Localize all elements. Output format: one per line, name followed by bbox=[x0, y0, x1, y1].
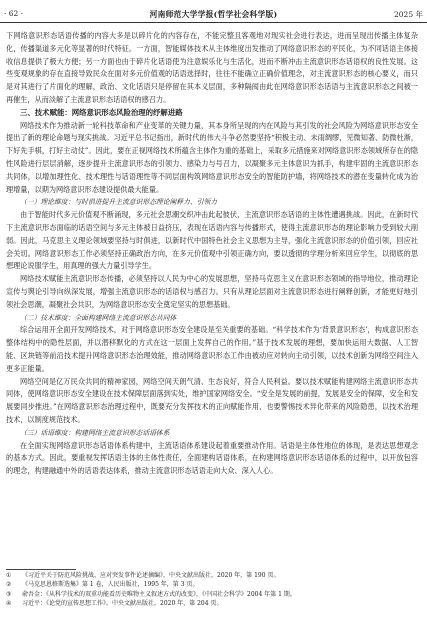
subsection-heading: （三）话语维度：构建网络主流意识形态话语体系 bbox=[20, 428, 170, 437]
footnote bbox=[6, 599, 418, 608]
footnote-rule bbox=[6, 569, 76, 570]
footnote bbox=[6, 580, 418, 589]
paragraph: 在全面实现网络意识形态话语体系构建中，主流话语体系建设起着重要推动作用。话语是主体性地位的体现，是表达思想观念的基本方式。因此，要重视发挥话语主体的主体性责任，全面建构话语体系，在构建网络意识形态话语体系的过程中，以开放包容的理念，构建融通中外的话语表达体系，推动主流意识形态话语走向大众、深入人心。 bbox=[6, 440, 418, 476]
footnote-number: ② bbox=[6, 581, 12, 589]
paragraph: 由于智能时代多元价值观不断涌现，多元社会思潮交织冲击此起彼伏，主流意识形态话语的主体性遭遇挑战。因此，在新时代下主流意识形态面临的话语空间与多元主体被日益挤压，表现在话语内容与传播形式，使得主流意识形态的理论影响力受到较大削弱。因此，马克思主义理论领域要坚持与时俱进，以新时代中国特色社会主义思想为主导，强化主流意识形态的价值引领，回应社会关切。网络意识形态工作必须坚持正确政治方向，在多元价值观中引领正确方向，要以透彻的学理分析来回应学生，以彻底的思想理论说服学生，用真理的强大力量引导学生。 bbox=[6, 210, 418, 271]
footnote-number: ③ bbox=[6, 590, 12, 598]
subsection-heading: （二）技术维度：全面构建网络主流意识形态共同体 bbox=[20, 313, 177, 322]
journal-title: 河南师范大学学报(哲学社会科学版) bbox=[149, 9, 278, 19]
footnote-text: 《马克思恩格斯选集》第 1 卷，人民出版社，1995 年，第 3 页。 bbox=[22, 581, 199, 589]
footnote-text: 《习近平关于防范风险挑战、应对突发事件论述摘编》，中央文献出版社，2020 年，第 190 页。 bbox=[22, 572, 280, 579]
section-heading: 三、技术赋能：网络意识形态风险治理的纾解进路 bbox=[20, 107, 183, 117]
header-rule bbox=[0, 22, 427, 23]
paragraph: 综合运用开全面开发网络技术，对于网络意识形态安全建设是至关重要的基础。“科学技术作为‘背景意识形态’，构成意识形态整体结构中的隐性层面，并以潜移默化的方式在这一层面上发挥自己的作用。”基于技术发展的理想，要加快运用大数据、人工智能、区块链等前沿技术提升网络意识形态治理效能，推动网络意识形态工作由被动应对转向主动引领，以技术创新为网络空间注入更多正能量。 bbox=[6, 325, 418, 373]
subsection-heading: （一）理论维度：与时俱进提升主流意识形态理论阐释力、引领力 bbox=[20, 198, 218, 207]
footnote-text: 俞吾金：《从科学技术的双重功能看历史唯物主义叙述方式的改变》，《中国社会科学》2004 年第 1 期。 bbox=[22, 590, 296, 598]
paragraph: 下网络意识形态话语传播的内容大多是以碎片化的内容存在，不能完整且客观地对现实社会进行表达，进而呈现出传播主体复杂化，传播渠道多元化等显著的时代特征。一方面，智能媒体技术从主体维度出发推动了网络意识形态的平民化，为不同话语主体接收信息提供了极大方便；另一方面也由于碎片化话语使为注意娱乐化与生活化，进而不断冲击主流意识形态话语权的良性发展。这些变观规象的存在直接导致民众在面对多元价值观的话语选择时，往往不能确立正确价值理念，对主流意识形态的核心要义，而只是对其进行了片面化的理解，政治、文化话语只是停留在其本义层面，多种隔阂由此在网络意识形态话语与主流意识形态之间被一再催生，从而淡解了主流意识形态话语权的感召力。 bbox=[6, 31, 418, 104]
paragraph: 网络技术作为推动新一轮科技革命和产业变革的关键力量，其本身所呈现的内在风险与其引发的社会风险为网络意识形态安全提出了新的理论命题与现实挑战。习近平总书记指出，新时代的伟大斗争必然要坚持“积极主动、未雨绸缪，见微知著、防微杜渐，下好先手棋，打好主动仗”。因此，要在正视网络技术所蕴含主体作为重的基础上，采取多元措施来对网络意识形态领域所存在的隐性风险进行层层消解，逐步提升主流意识形态的引领力、感染力与号召力，以凝聚多元主体意识为抓手，构建牢固的主流意识形态共同体，以增加理性化、技术理性与话语理性等不同层面构筑网络意识形态安全的智能防护墙，将网络技术的潜在变量转化成为治理增量，以期为网络意识形态建设提供最大能量。 bbox=[6, 120, 418, 194]
footnotes bbox=[6, 571, 418, 608]
footnote bbox=[6, 571, 418, 580]
article-body bbox=[6, 30, 418, 478]
page-header bbox=[0, 0, 427, 24]
publication-year: 2025 年 bbox=[394, 10, 423, 19]
footnote-text: 习近平：《论党的宣传思想工作》，中央文献出版社，2020 年，第 204 页。 bbox=[22, 599, 223, 607]
footnote bbox=[6, 590, 418, 599]
paragraph: 网络技术赋能主流意识形态传播，必须坚持以人民为中心的发展思想，坚持马克思主义在意识形态领域的指导地位，推动理论宣传与舆论引导向纵深发展，增强主流意识形态的话语权与感召力。只有从理论层面对主流意识形态进行阐释创新，才能更好地引领社会思潮，凝聚社会共识，为网络意识形态安全奠定坚实的思想基础。 bbox=[6, 274, 418, 309]
paragraph: 网络空间是亿万民众共同的精神家园，网络空间天朗气清、生态良好，符合人民利益。要以技术赋能构建网络主流意识形态共同体，使网络意识形态安全建设在技术保障层面落到实处，维护国家网络安全。“安全是发展的前提，发展是安全的保障，安全和发展要同步推进。”在网络意识形态治理过程中，既要充分发挥技术的正向赋能作用，也要警惕技术异化带来的风险隐患，以技术治理技术，以制度规范技术。 bbox=[6, 376, 418, 424]
page-number: · 62 · bbox=[4, 9, 24, 18]
footnote-number: ① bbox=[6, 572, 12, 579]
footnote-number: ④ bbox=[6, 599, 12, 607]
